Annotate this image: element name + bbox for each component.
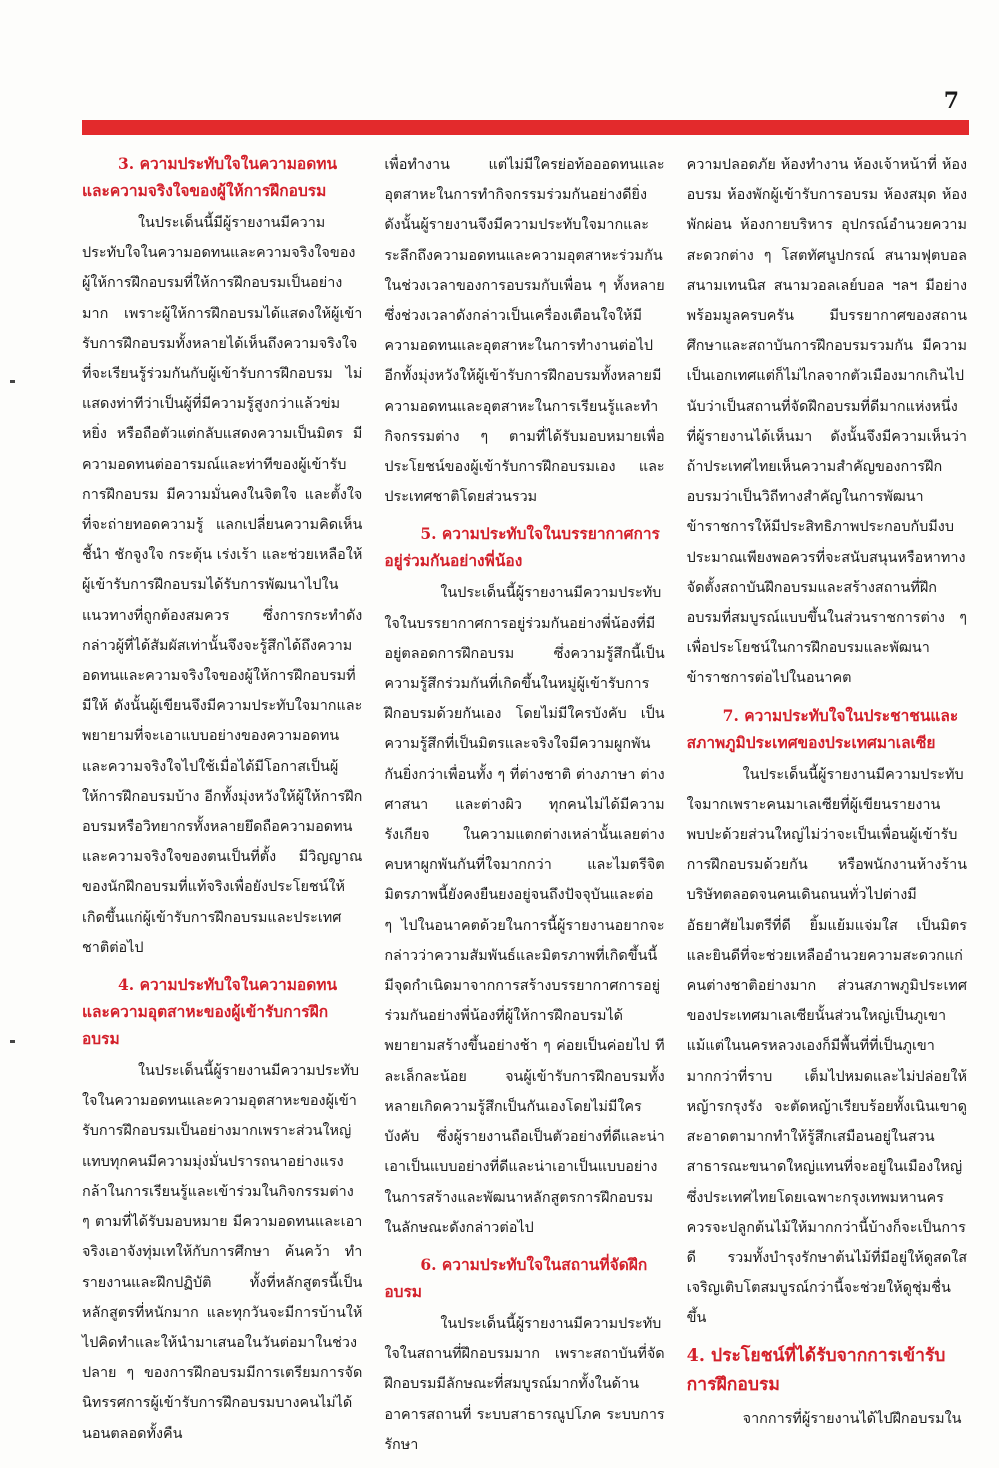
column-2: [384, 150, 664, 1468]
section-4-heading: 4. ความประทับใจในความอดทนและความอุตสาหะของผู้เข้ารับการฝึกอบรม: [82, 975, 338, 1049]
section-6-paragraph-continued: ความปลอดภัย ห้องทำงาน ห้องเจ้าหน้าที่ ห้องอบรม ห้องพักผู้เข้ารับการอบรม ห้องสมุด ห้องพักผ่อน ห้องกายบริหาร อุปกรณ์อำนวยความสะดวกต่าง ๆ โสตทัศนูปกรณ์ สนามฟุตบอล สนามเทนนิส สนามวอลเลย์บอล ฯลฯ มีอย่างพร้อมมูลครบครัน มีบรรยากาศของสถานศึกษาและสถาบันการฝึกอบรมรวมกัน มีความเป็นเอกเทศแต่ก็ไม่ไกลจากตัวเมืองมากเกินไป นับว่าเป็นสถานที่จัดฝึกอบรมที่ดีมากแห่งหนึ่งที่ผู้รายงานได้เห็นมา ดังนั้นจึงมีความเห็นว่าถ้าประเทศไทยเห็นความสำคัญของการฝึกอบรมว่าเป็นวิถีทางสำคัญในการพัฒนาข้าราชการให้มีประสิทธิภาพประกอบกับมีงบประมาณเพียงพอควรที่จะสนับสนุนหรือหาทางจัดตั้งสถาบันฝึกอบรมและสร้างสถานที่ฝึกอบรมที่สมบูรณ์แบบขึ้นในส่วนราชการต่าง ๆ เพื่อประโยชน์ในการฝึกอบรมและพัฒนาข้าราชการต่อไปในอนาคต: [686, 157, 967, 687]
benefits-heading: 4. ประโยชน์ที่ได้รับจากการเข้ารับการฝึกอบรม: [686, 1345, 946, 1395]
column-1: [82, 150, 362, 1468]
section-5-paragraph: ในประเด็นนี้ผู้รายงานมีความประทับใจในบรรยากาศการอยู่ร่วมกันอย่างพี่น้องที่มีอยู่ตลอดการฝึกอบรม ซึ่งความรู้สึกนี้เป็นความรู้สึกร่วมกันที่เกิดขึ้นในหมู่ผู้เข้ารับการฝึกอบรมด้วยกันเอง โดยไม่มีใครบังคับ เป็นความรู้สึกที่เป็นมิตรและจริงใจมีความผูกพันกันยิ่งกว่าเพื่อนทั้ง ๆ ที่ต่างชาติ ต่างภาษา ต่างศาสนา และต่างผิว ทุกคนไม่ได้มีความรังเกียจ ในความแตกต่างเหล่านั้นเลยต่างคบหาผูกพันกันที่ใจมากกว่า และไมตรีจิตมิตรภาพนี้ยังคงยืนยงอยู่จนถึงปัจจุบันและต่อ ๆ ไปในอนาคตด้วยในการนี้ผู้รายงานอยากจะกล่าวว่าความสัมพันธ์และมิตรภาพที่เกิดขึ้นนี้มีจุดกำเนิดมาจากการสร้างบรรยากาศการอยู่ร่วมกันอย่างพี่น้องที่ผู้ให้การฝึกอบรมได้พยายามสร้างขึ้นอย่างช้า ๆ ค่อยเป็นค่อยไป ทีละเล็กละน้อย จนผู้เข้ารับการฝึกอบรมทั้งหลายเกิดความรู้สึกเป็นกันเองโดยไม่มีใครบังคับ ซึ่งผู้รายงานถือเป็นตัวอย่างที่ดีและน่าเอาเป็นแบบอย่างที่ดีและน่าเอาเป็นแบบอย่างในการสร้างและพัฒนาหลักสูตรการฝึกอบรมในลักษณะดังกล่าวต่อไป: [384, 585, 665, 1236]
section-3-heading: 3. ความประทับใจในความอดทนและความจริงใจของผู้ให้การฝึกอบรม: [82, 154, 338, 200]
section-4-paragraph: ในประเด็นนี้ผู้รายงานมีความประทับใจในความอดทนและความอุตสาหะของผู้เข้ารับการฝึกอบรมเป็นอย่างมากเพราะส่วนใหญ่แทบทุกคนมีความมุ่งมั่นปรารถนาอย่างแรงกล้าในการเรียนรู้และเข้าร่วมในกิจกรรมต่าง ๆ ตามที่ได้รับมอบหมาย มีความอดทนและเอาจริงเอาจังทุ่มเทให้กับการศึกษา ค้นคว้า ทำรายงานและฝึกปฏิบัติ ทั้งที่หลักสูตรนี้เป็นหลักสูตรที่หนักมาก และทุกวันจะมีการบ้านให้ไปคิดทำและให้นำมาเสนอในวันต่อมาในช่วงปลาย ๆ ของการฝึกอบรมมีการเตรียมการจัดนิทรรศการผู้เข้ารับการฝึกอบรมบางคนไม่ได้นอนตลอดทั้งคืน: [82, 1063, 363, 1442]
section-7-heading: 7. ความประทับใจในประชาชนและสภาพภูมิประเทศของประเทศมาเลเซีย: [686, 705, 959, 752]
section-6-heading: 6. ความประทับใจในสถานที่จัดฝึกอบรม: [384, 1254, 648, 1301]
section-6-paragraph: ในประเด็นนี้ผู้รายงานมีความประทับใจในสถานที่ฝึกอบรมมาก เพราะสถาบันที่จัดฝึกอบรมมีลักษณะที่สมบูรณ์มากทั้งในด้านอาคารสถานที่ ระบบสาธารณูปโภค ระบบการรักษา: [384, 1315, 665, 1453]
article-columns: [82, 150, 967, 1453]
section-5-heading: 5. ความประทับใจในบรรยากาศการอยู่ร่วมกันอย่างพี่น้อง: [384, 524, 660, 571]
scan-mark: [10, 380, 15, 383]
benefits-paragraph: จากการที่ผู้รายงานได้ไปฝึกอบรมใน: [742, 1410, 962, 1427]
section-4-paragraph-continued: เพื่อทำงาน แต่ไม่มีใครย่อท้อออดทนและอุตสาหะในการทำกิจกรรมร่วมกันอย่างดียิ่ง ดังนั้นผู้รายงานจึงมีความประทับใจมากและระลึกถึงความอดทนและความอุตสาหะร่วมกันในช่วงเวลาของการอบรมกับเพื่อน ๆ ทั้งหลาย ซึ่งช่วงเวลาดังกล่าวเป็นเครื่องเตือนใจให้มีความอดทนและอุตสาหะในการทำงานต่อไป อีกทั้งมุ่งหวังให้ผู้เข้ารับการฝึกอบรมทั้งหลายมีความอดทนและอุตสาหะในการเรียนรู้และทำกิจกรรมต่าง ๆ ตามที่ได้รับมอบหมายเพื่อประโยชน์ของผู้เข้ารับการฝึกอบรมเอง และประเทศชาติโดยส่วนรวม: [384, 157, 665, 506]
scan-mark: [10, 1040, 15, 1043]
section-7-paragraph: ในประเด็นนี้ผู้รายงานมีความประทับใจมากเพราะคนมาเลเซียที่ผู้เขียนรายงานพบปะด้วยส่วนใหญ่ไม่ว่าจะเป็นเพื่อนผู้เข้ารับการฝึกอบรมด้วยกัน หรือพนักงานห้างร้านบริษัทตลอดจนคนเดินถนนทั่วไปต่างมีอัธยาศัยไมตรีที่ดี ยิ้มแย้มแจ่มใส เป็นมิตร และยินดีที่จะช่วยเหลืออำนวยความสะดวกแก่คนต่างชาติอย่างมาก ส่วนสภาพภูมิประเทศของประเทศมาเลเซียนั้นส่วนใหญ่เป็นภูเขา แม้แต่ในนครหลวงเองก็มีพื้นที่ที่เป็นภูเขามากกว่าที่ราบ เต็มไปหมดและไม่ปล่อยให้หญ้ารกรุงรัง จะตัดหญ้าเรียบร้อยทั้งเนินเขาดูสะอาดตามากทำให้รู้สึกเสมือนอยู่ในสวนสาธารณะขนาดใหญ่แทนที่จะอยู่ในเมืองใหญ่ ซึ่งประเทศไทยโดยเฉพาะกรุงเทพมหานครควรจะปลูกต้นไม้ให้มากกว่านี้บ้างก็จะเป็นการดี รวมทั้งบำรุงรักษาต้นไม้ที่มีอยู่ให้ดูสดใสเจริญเติบโตสมบูรณ์กว่านี้จะช่วยให้ดูชุ่มชื่นขึ้น: [686, 766, 967, 1327]
section-3-paragraph: ในประเด็นนี้มีผู้รายงานมีความประทับใจในความอดทนและความจริงใจของผู้ให้การฝึกอบรมที่ให้การฝึกอบรมเป็นอย่างมาก เพราะผู้ให้การฝึกอบรมได้แสดงให้ผู้เข้ารับการฝึกอบรมทั้งหลายได้เห็นถึงความจริงใจที่จะเรียนรู้ร่วมกันกับผู้เข้ารับการฝึกอบรม ไม่แสดงท่าทีว่าเป็นผู้ที่มีความรู้สูงกว่าแล้วข่ม หยิ่ง หรือถือตัวแต่กลับแสดงความเป็นมิตร มีความอดทนต่ออารมณ์และท่าทีของผู้เข้ารับการฝึกอบรม มีความมั่นคงในจิตใจ และตั้งใจที่จะถ่ายทอดความรู้ แลกเปลี่ยนความคิดเห็น ชี้นำ ชักจูงใจ กระตุ้น เร่งเร้า และช่วยเหลือให้ผู้เข้ารับการฝึกอบรมได้รับการพัฒนาไปในแนวทางที่ถูกต้องสมควร ซึ่งการกระทำดังกล่าวผู้ที่ได้สัมผัสเท่านั้นจึงจะรู้สึกได้ถึงความอดทนและความจริงใจของผู้ให้การฝึกอบรมที่มีให้ ดังนั้นผู้เขียนจึงมีความประทับใจมากและพยายามที่จะเอาแบบอย่างของความอดทนและความจริงใจไปใช้เมื่อได้มีโอกาสเป็นผู้ให้การฝึกอบรมบ้าง อีกทั้งมุ่งหวังให้ผู้ให้การฝึกอบรมหรือวิทยากรทั้งหลายยึดถือความอดทนและความจริงใจของตนเป็นที่ตั้ง มีวิญญาณของนักฝึกอบรมที่แท้จริงเพื่อยังประโยชน์ให้เกิดขึ้นแก่ผู้เข้ารับการฝึกอบรมและประเทศชาติต่อไป: [82, 215, 363, 956]
page-number: 7: [943, 88, 959, 114]
header-bar: [82, 120, 969, 135]
column-3: [687, 150, 967, 1468]
